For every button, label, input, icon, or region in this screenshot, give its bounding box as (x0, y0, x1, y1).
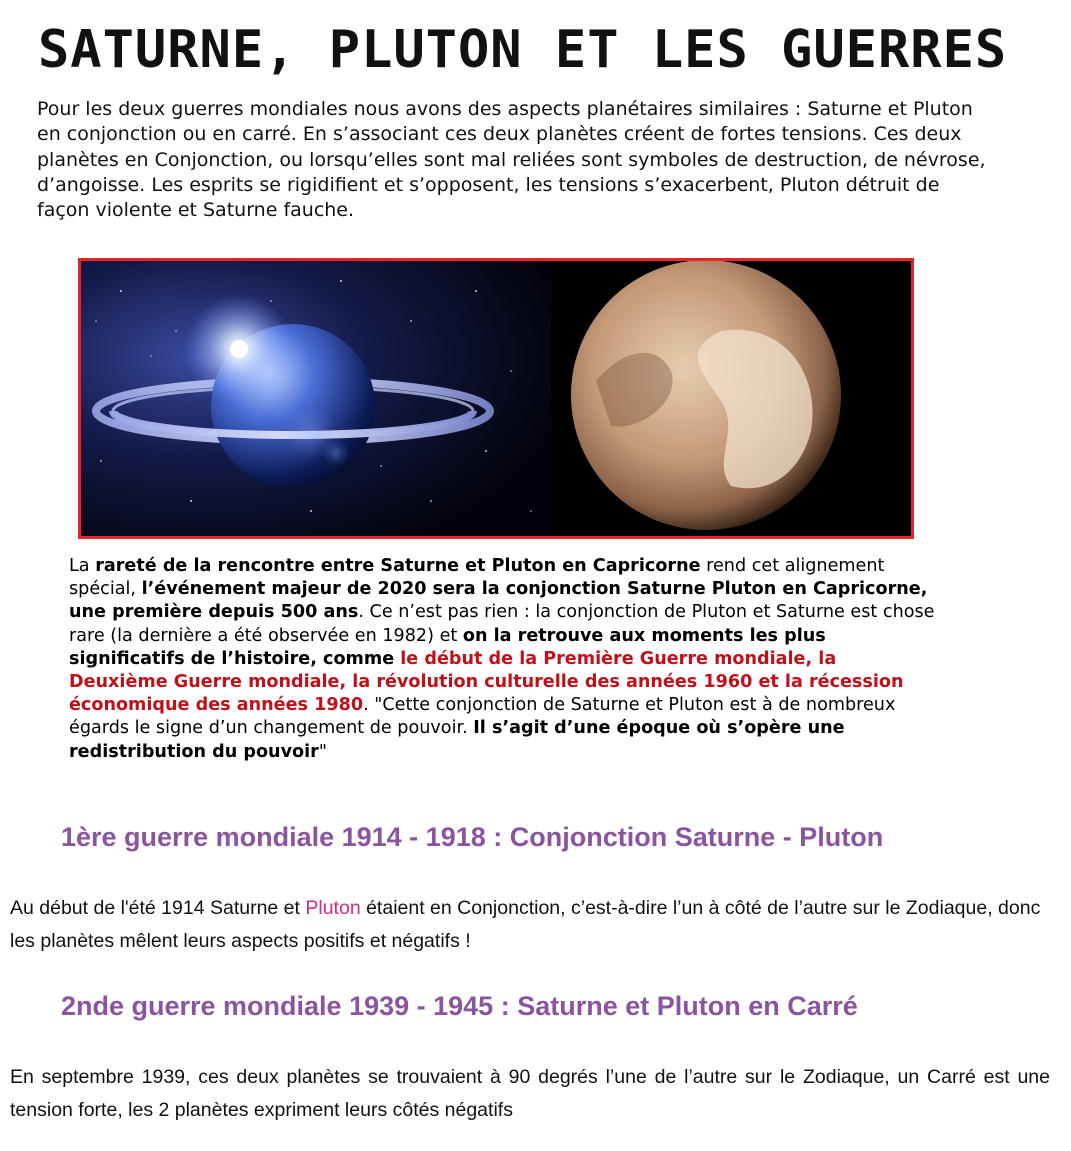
conjunction-caption (69, 555, 939, 764)
section1-text-end: étaient en Conjonction, c’est-à-dire l’un à côté de l’autre sur le Zodiaque, donc les planètes mêlent leurs aspects positifs et négatifs ! (10, 897, 1041, 952)
section1-heading: 1ère guerre mondiale 1914 - 1918 : Conjonction Saturne - Pluton (61, 822, 884, 852)
caption-red-wars: le début de la Première Guerre mondiale, la Deuxième Guerre mondiale, la révolution culturelle des années 1960 et la récession économique des années 1980 (69, 648, 904, 716)
caption-part: . Ce n’est pas rien : la conjonction de Pluton et Saturne est chose rare (la dernière a été observée en 1982) et (69, 602, 935, 646)
caption-bold-power: Il s’agit d’une époque où s’opère une redistribution du pouvoir (69, 718, 845, 762)
caption-bold-rarity: rareté de la rencontre entre Saturne et Pluton en Capricorne (95, 556, 701, 576)
intro-paragraph: Pour les deux guerres mondiales nous avons des aspects planétaires similaires : Saturne et Pluton en conjonction ou en carré. En s’associant ces deux planètes créent de fortes tensions. Ces deux planètes en Conjonction, ou lorsqu’elles sont mal reliées sont symboles de destruction, de névrose, d’angoisse. Les esprits se rigidifient et s’opposent, les tensions s’exacerbent, Pluton détruit de façon violente et Saturne fauche. (37, 98, 986, 222)
page-title: SATURNE, PLUTON ET LES GUERRES (38, 20, 1008, 80)
section1-text-start: Au début de l'été 1914 Saturne et (10, 897, 306, 919)
section2-paragraph: En septembre 1939, ces deux planètes se trouvaient à 90 degrés l’une de l’autre sur le Zodiaque, un Carré est une tension forte, les 2 planètes expriment leurs côtés négatifs (10, 1066, 1050, 1121)
space-illustration (81, 261, 911, 536)
caption-part: La (69, 556, 96, 576)
caption-part: . "Cette conjonction de Saturne et Pluton est à de nombreux égards le signe d’un changement de pouvoir. (69, 695, 896, 739)
saturn-pluto-banner-image (78, 258, 914, 539)
caption-bold-history: on la retrouve aux moments les plus significatifs de l’histoire, comme (69, 625, 826, 669)
section1-paragraph (10, 892, 1050, 958)
pluton-link[interactable]: Pluton (305, 897, 361, 919)
section2-heading: 2nde guerre mondiale 1939 - 1945 : Saturne et Pluton en Carré (61, 991, 858, 1021)
caption-part: rend cet alignement spécial, (69, 556, 885, 600)
caption-bold-2020-event: l’événement majeur de 2020 sera la conjonction Saturne Pluton en Capricorne, une première depuis 500 ans (69, 579, 928, 623)
caption-part: " (318, 741, 327, 762)
